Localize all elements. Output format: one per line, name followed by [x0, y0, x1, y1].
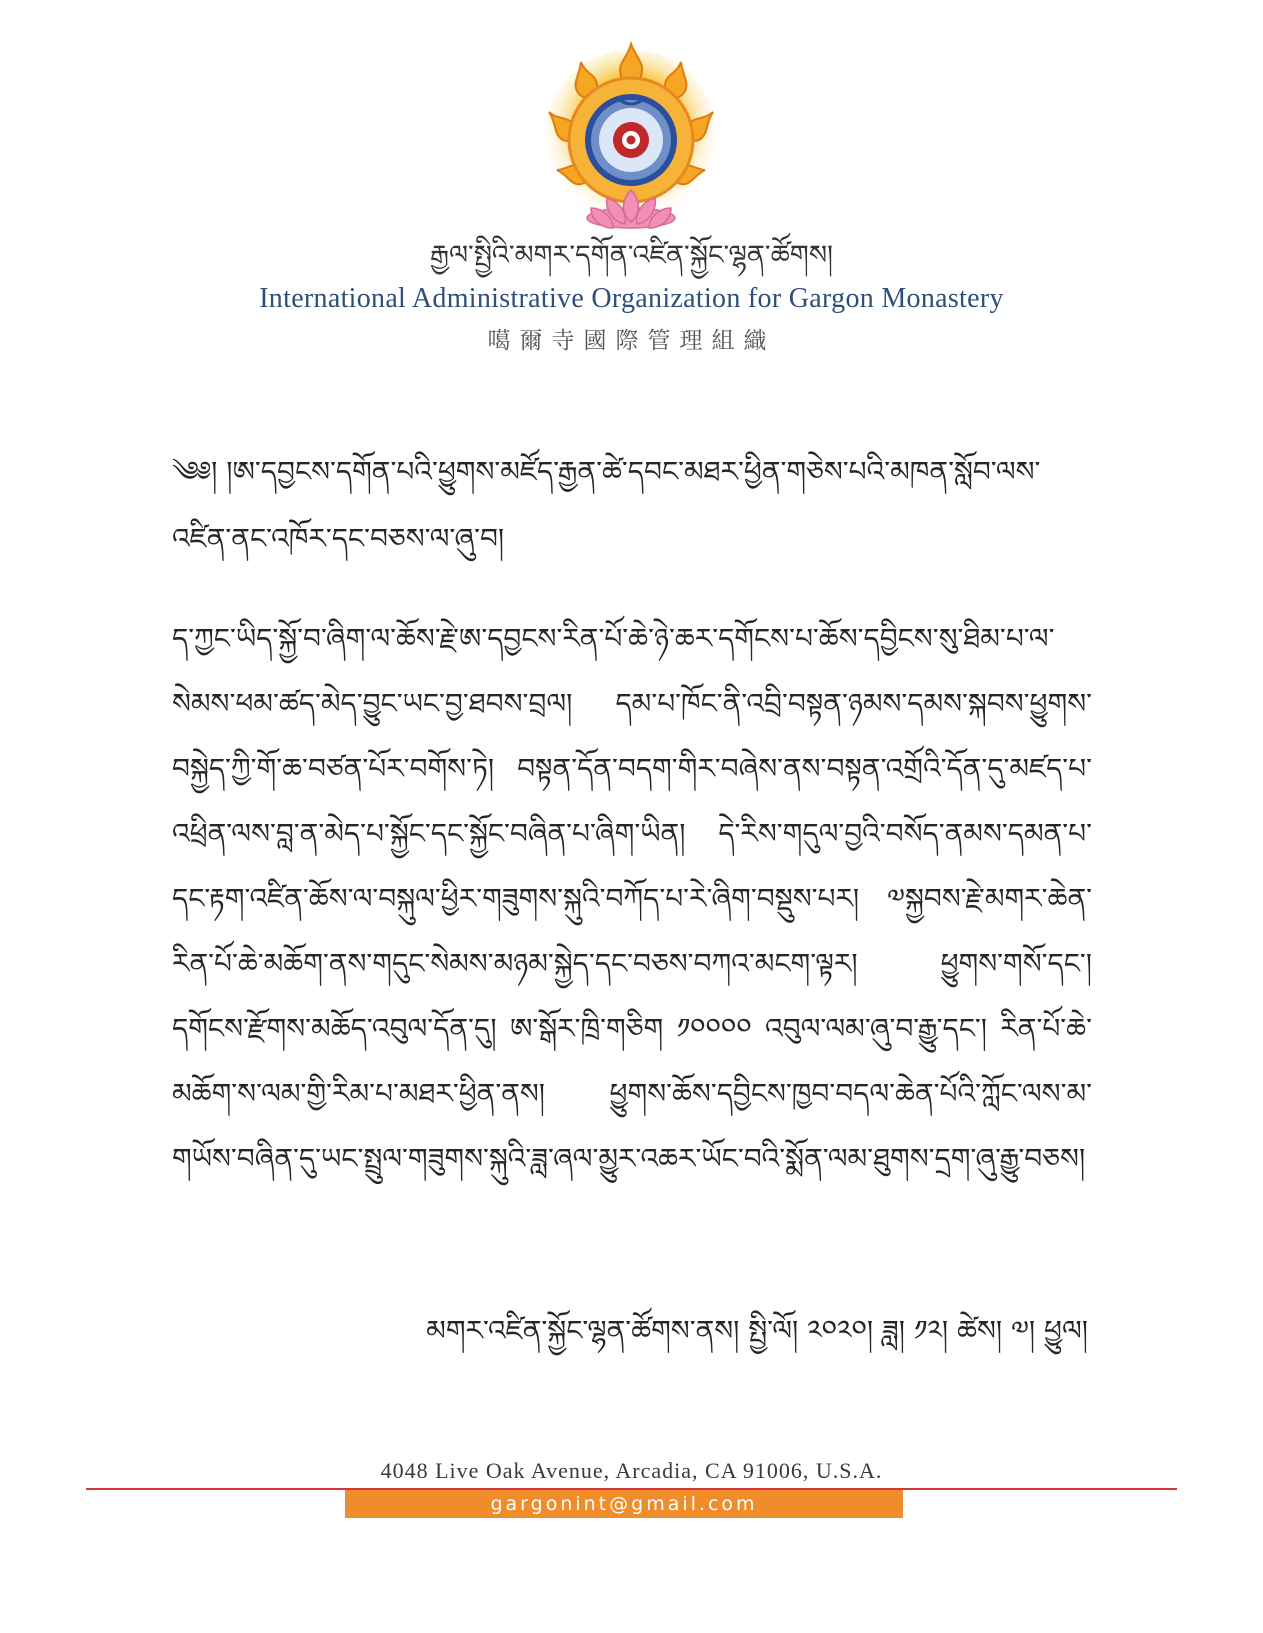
- footer-address: 4048 Live Oak Avenue, Arcadia, CA 91006, U.S.A.: [380, 1458, 883, 1483]
- organization-name-tibetan: རྒྱལ་སྤྱིའི་མགར་དགོན་འཛིན་སྐྱོང་ལྷན་ཚོགས།: [429, 240, 834, 271]
- organization-name-chinese: 噶爾寺國際管理組織: [487, 328, 776, 354]
- footer-email[interactable]: gargonint@gmail.com: [345, 1490, 903, 1518]
- letter-salutation: ༄༅། །ཨ་དབྱངས་དགོན་པའི་ཕྱུགས་མཛོད་རྒྱན་ཚེ་དབང་མཐར་ཕྱིན་གཅེས་པའི་མཁན་སློབ་ལས་འཛིན་ནང་འཁོར་དང་བཅས་ལ་ཞུ་བ།: [172, 455, 1041, 555]
- signature-date-line: མགར་འཛིན་སྐྱོང་ལྷན་ཚོགས་ནས། སྤྱི་ལོ། ༢༠༢༠། ཟླ། ༡༢། ཚེས། ༧། ཕྱུལ།: [426, 1314, 1088, 1347]
- letter-body: ད་ཀྱང་ཡིད་སྐྱོ་བ་ཞིག་ལ་ཆོས་རྗེ་ཨ་དབྱངས་རིན་པོ་ཆེ་ཉེ་ཆར་དགོངས་པ་ཆོས་དབྱིངས་སུ་ཐིམ་པ་ལ་སེམས་ཕམ་ཚད་མེད་བྱུང་ཡང་བྱ་ཐབས་བྲལ། དམ་པ་ཁོང་ནི་འབྲི་བསྟན་ཉམས་དམས་སྐབས་ཕྱུགས་བསྐྱེད་ཀྱི་གོ་ཆ་བཙན་པོར་བགོས་ཏེ། བསྟན་དོན་བདག་གིར་བཞེས་ནས་བསྟན་འགྲོའི་དོན་དུ་མཛད་པ་འཕྲིན་ལས་བླ་ན་མེད་པ་སྐྱོང་དང་སྐྱོང་བཞིན་པ་ཞིག་ཡིན། དེ་རིས་གདུལ་བྱའི་བསོད་ནམས་དམན་པ་དང་རྟག་འཛིན་ཆོས་ལ་བསྐུལ་ཕྱིར་གཟུགས་སྐུའི་བཀོད་པ་རེ་ཞིག་བསྡུས་པར། ༧སྐྱབས་རྗེ་མགར་ཆེན་རིན་པོ་ཆེ་མཆོག་ནས་གདུང་སེམས་མཉམ་སྐྱེད་དང་བཅས་བཀའ་མངག་ལྟར། ཕྱུགས་གསོ་དང་། དགོངས་རྫོགས་མཆོད་འབུལ་དོན་དུ། ཨ་སྒོར་ཁྲི་གཅིག ༡༠༠༠༠ འབུལ་ལམ་ཞུ་བ་རྒྱུ་དང་། རིན་པོ་ཆེ་མཆོག་ས་ལམ་གྱི་རིམ་པ་མཐར་ཕྱིན་ནས། ཕྱུགས་ཆོས་དབྱིངས་ཁྱབ་བདལ་ཆེན་པོའི་ཀློང་ལས་མ་གཡོས་བཞིན་དུ་ཡང་སྤྲུལ་གཟུགས་སྐུའི་ཟླ་ཞལ་མྱུར་འཆར་ཡོང་བའི་སྨོན་ལམ་ཐུགས་དྲག་ཞུ་རྒྱུ་བཅས།: [172, 622, 1092, 1175]
- organization-name-english: International Administrative Organization for Gargon Monastery: [259, 283, 1004, 314]
- monastery-emblem-icon: [541, 40, 721, 240]
